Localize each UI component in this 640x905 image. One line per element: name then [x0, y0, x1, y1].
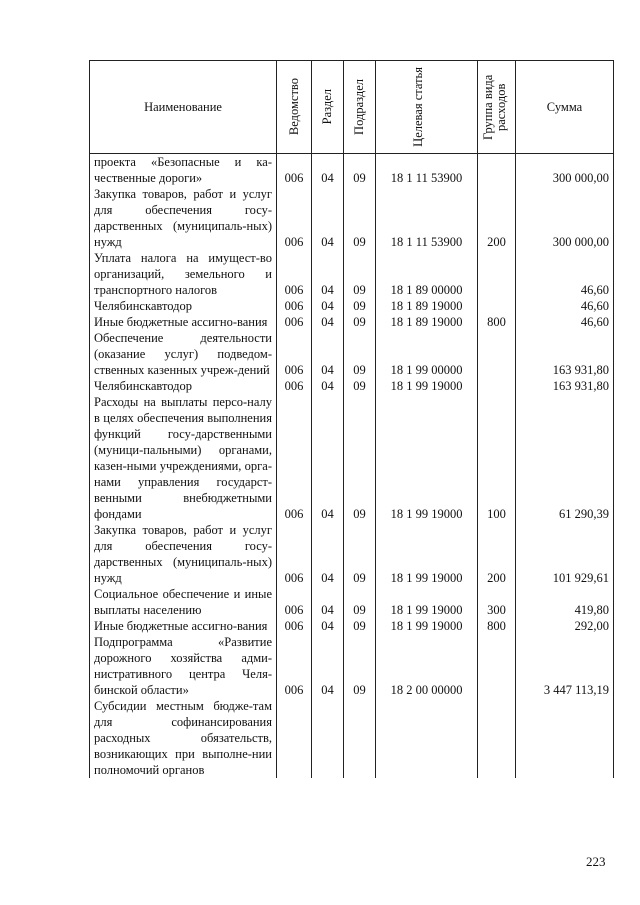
budget-table: [89, 60, 614, 778]
row-gruppa: [478, 250, 516, 298]
row-podrazdel: 09: [344, 522, 376, 586]
table-row: [90, 634, 614, 698]
header-razdel: Раздел: [320, 89, 334, 125]
row-podrazdel: 09: [344, 250, 376, 298]
row-gruppa: [478, 378, 516, 394]
row-gruppa: 200: [478, 522, 516, 586]
row-name: проекта «Безопасные и ка-чественные дороги»: [90, 154, 277, 187]
table-row: [90, 330, 614, 378]
row-statya: 18 1 99 19000: [376, 378, 478, 394]
row-statya: 18 1 99 19000: [376, 522, 478, 586]
row-gruppa: [478, 330, 516, 378]
table-row: [90, 698, 614, 778]
row-name: Социальное обеспечение и иные выплаты населению: [90, 586, 277, 618]
row-podrazdel: 09: [344, 586, 376, 618]
row-name: Закупка товаров, работ и услуг для обеспечения госу-дарственных (муниципаль-ных) нужд: [90, 186, 277, 250]
row-podrazdel: 09: [344, 186, 376, 250]
row-gruppa: 800: [478, 314, 516, 330]
row-statya: 18 1 99 19000: [376, 586, 478, 618]
row-podrazdel: 09: [344, 154, 376, 187]
row-statya: 18 1 89 19000: [376, 314, 478, 330]
row-vedomstvo: 006: [277, 394, 312, 522]
row-name: Субсидии местным бюдже-там для софинансирования расходных обязательств, возникающих при выполне-нии полномочий органов: [90, 698, 277, 778]
header-gruppa: Группа вида расходов: [480, 74, 508, 140]
row-statya: 18 2 00 00000: [376, 634, 478, 698]
table-row: [90, 586, 614, 618]
row-gruppa: 800: [478, 618, 516, 634]
row-razdel: [312, 698, 344, 778]
row-statya: 18 1 99 19000: [376, 394, 478, 522]
row-gruppa: [478, 634, 516, 698]
row-gruppa: 200: [478, 186, 516, 250]
row-name: Обеспечение деятельности (оказание услуг) подведом-ственных казенных учреж-дений: [90, 330, 277, 378]
header-podrazdel: Подраздел: [352, 79, 366, 135]
header-statya: Целевая статья: [410, 67, 425, 147]
row-podrazdel: 09: [344, 634, 376, 698]
row-gruppa: 300: [478, 586, 516, 618]
row-statya: 18 1 89 19000: [376, 298, 478, 314]
row-name: Расходы на выплаты персо-налу в целях обеспечения выполнения функций госу-дарственными (муници-пальными) органами, казен-ными учреждениями, орга-нами управления государст-венными внебюджетными фондами: [90, 394, 277, 522]
row-vedomstvo: 006: [277, 522, 312, 586]
table-row: [90, 314, 614, 330]
table-row: [90, 186, 614, 250]
row-summa: 46,60: [516, 298, 614, 314]
row-vedomstvo: 006: [277, 250, 312, 298]
row-podrazdel: 09: [344, 378, 376, 394]
row-podrazdel: 09: [344, 618, 376, 634]
row-vedomstvo: 006: [277, 618, 312, 634]
row-vedomstvo: [277, 698, 312, 778]
row-podrazdel: [344, 698, 376, 778]
row-razdel: 04: [312, 394, 344, 522]
row-gruppa: [478, 698, 516, 778]
header-name: Наименование: [90, 61, 277, 154]
header-vedomstvo: Ведомство: [286, 78, 301, 136]
row-vedomstvo: 006: [277, 298, 312, 314]
row-razdel: 04: [312, 186, 344, 250]
row-vedomstvo: 006: [277, 586, 312, 618]
row-podrazdel: 09: [344, 330, 376, 378]
row-razdel: 04: [312, 314, 344, 330]
row-name: Челябинскавтодор: [90, 298, 277, 314]
table-row: [90, 298, 614, 314]
row-podrazdel: 09: [344, 298, 376, 314]
page-number: 223: [586, 854, 606, 869]
table-row: [90, 378, 614, 394]
row-razdel: 04: [312, 298, 344, 314]
row-vedomstvo: 006: [277, 330, 312, 378]
row-razdel: 04: [312, 586, 344, 618]
row-podrazdel: 09: [344, 394, 376, 522]
table-row: [90, 154, 614, 187]
row-razdel: 04: [312, 250, 344, 298]
row-summa: [516, 698, 614, 778]
row-statya: 18 1 99 19000: [376, 618, 478, 634]
row-statya: 18 1 11 53900: [376, 154, 478, 187]
row-vedomstvo: 006: [277, 154, 312, 187]
row-name: Челябинскавтодор: [90, 378, 277, 394]
row-razdel: 04: [312, 522, 344, 586]
row-name: Уплата налога на имущест-во организаций, земельного и транспортного налогов: [90, 250, 277, 298]
row-statya: 18 1 99 00000: [376, 330, 478, 378]
row-razdel: 04: [312, 330, 344, 378]
row-vedomstvo: 006: [277, 314, 312, 330]
row-vedomstvo: 006: [277, 634, 312, 698]
row-summa: 46,60: [516, 314, 614, 330]
row-summa: 163 931,80: [516, 330, 614, 378]
row-gruppa: [478, 298, 516, 314]
row-summa: 61 290,39: [516, 394, 614, 522]
row-name: Иные бюджетные ассигно-вания: [90, 314, 277, 330]
row-gruppa: [478, 154, 516, 187]
row-summa: 46,60: [516, 250, 614, 298]
row-name: Подпрограмма «Развитие дорожного хозяйства адми-нистративного центра Челя-бинской области»: [90, 634, 277, 698]
table-header-row: [90, 61, 614, 154]
row-razdel: 04: [312, 618, 344, 634]
row-podrazdel: 09: [344, 314, 376, 330]
row-summa: 419,80: [516, 586, 614, 618]
table-row: [90, 250, 614, 298]
row-summa: 300 000,00: [516, 186, 614, 250]
row-summa: 163 931,80: [516, 378, 614, 394]
row-vedomstvo: 006: [277, 378, 312, 394]
row-summa: 300 000,00: [516, 154, 614, 187]
row-razdel: 04: [312, 154, 344, 187]
row-gruppa: 100: [478, 394, 516, 522]
row-vedomstvo: 006: [277, 186, 312, 250]
header-summa: Сумма: [516, 61, 614, 154]
row-summa: 3 447 113,19: [516, 634, 614, 698]
row-name: Иные бюджетные ассигно-вания: [90, 618, 277, 634]
row-name: Закупка товаров, работ и услуг для обеспечения госу-дарственных (муниципаль-ных) нужд: [90, 522, 277, 586]
row-summa: 101 929,61: [516, 522, 614, 586]
row-statya: [376, 698, 478, 778]
row-statya: 18 1 89 00000: [376, 250, 478, 298]
table-row: [90, 522, 614, 586]
table-row: [90, 618, 614, 634]
table-row: [90, 394, 614, 522]
row-summa: 292,00: [516, 618, 614, 634]
row-statya: 18 1 11 53900: [376, 186, 478, 250]
row-razdel: 04: [312, 378, 344, 394]
row-razdel: 04: [312, 634, 344, 698]
